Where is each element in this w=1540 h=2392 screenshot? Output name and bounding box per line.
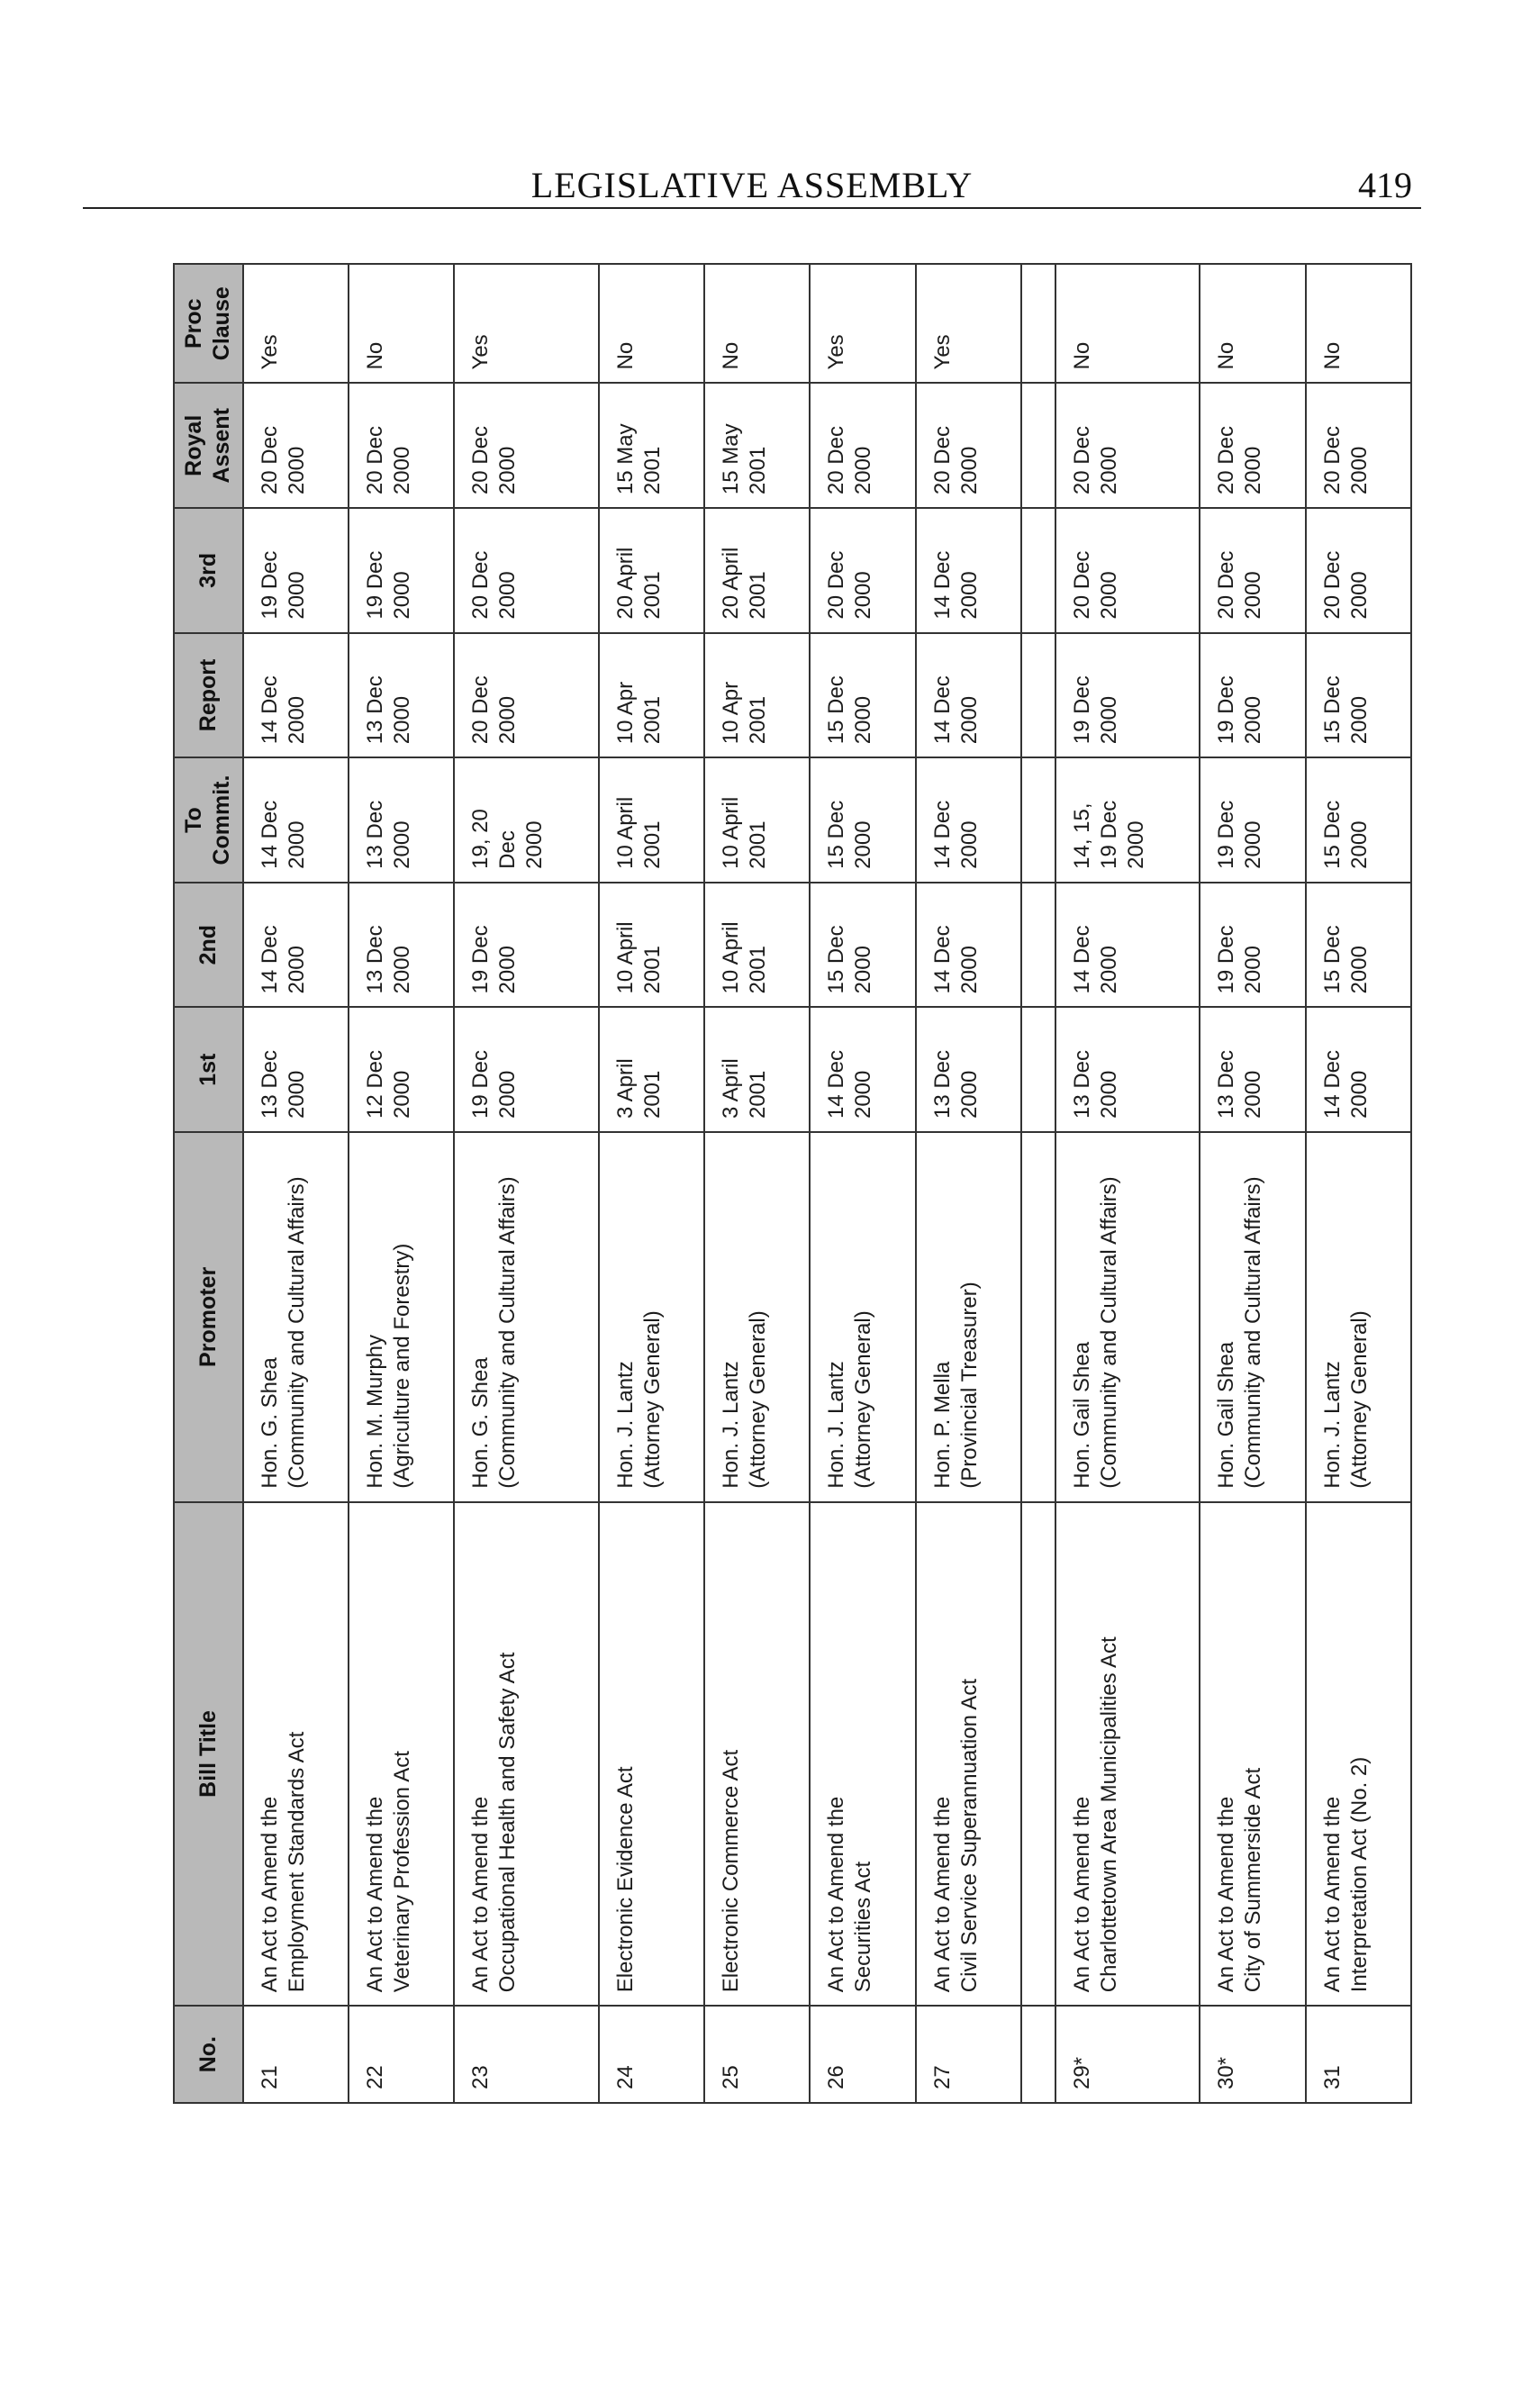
column-header-promoter: Promoter bbox=[174, 1132, 243, 1502]
cell-first: 19 Dec 2000 bbox=[454, 1007, 598, 1132]
cell-first: 14 Dec 2000 bbox=[1306, 1007, 1411, 1132]
cell-bill-title: Electronic Commerce Act bbox=[704, 1502, 810, 2007]
cell-royal-assent: 20 Dec 2000 bbox=[243, 383, 349, 508]
cell-royal-assent: 15 May 2001 bbox=[704, 383, 810, 508]
cell-proc-clause: Yes bbox=[810, 264, 915, 383]
empty-cell bbox=[1021, 1132, 1055, 1502]
cell-promoter: Hon. G. Shea (Community and Cultural Affairs) bbox=[243, 1132, 349, 1502]
cell-bill-title: An Act to Amend the Interpretation Act (No. 2) bbox=[1306, 1502, 1411, 2007]
table-row bbox=[243, 264, 349, 2103]
cell-third: 20 April 2001 bbox=[704, 508, 810, 633]
cell-no: 23 bbox=[454, 2006, 598, 2103]
empty-cell bbox=[1021, 633, 1055, 758]
cell-bill-title: An Act to Amend the Employment Standards Act bbox=[243, 1502, 349, 2007]
cell-proc-clause: No bbox=[704, 264, 810, 383]
empty-cell bbox=[1021, 757, 1055, 883]
cell-to-commit: 19, 20 Dec 2000 bbox=[454, 757, 598, 883]
cell-second: 10 April 2001 bbox=[704, 883, 810, 1008]
table-row bbox=[810, 264, 915, 2103]
cell-to-commit: 13 Dec 2000 bbox=[349, 757, 454, 883]
cell-bill-title: An Act to Amend the Charlottetown Area Municipalities Act bbox=[1055, 1502, 1200, 2007]
cell-second: 10 April 2001 bbox=[599, 883, 704, 1008]
cell-royal-assent: 20 Dec 2000 bbox=[454, 383, 598, 508]
cell-report: 10 Apr 2001 bbox=[704, 633, 810, 758]
cell-second: 14 Dec 2000 bbox=[1055, 883, 1200, 1008]
cell-to-commit: 14 Dec 2000 bbox=[916, 757, 1021, 883]
cell-bill-title: An Act to Amend the Occupational Health and Safety Act bbox=[454, 1502, 598, 2007]
table-row bbox=[454, 264, 598, 2103]
cell-third: 19 Dec 2000 bbox=[349, 508, 454, 633]
cell-promoter: Hon. J. Lantz (Attorney General) bbox=[810, 1132, 915, 1502]
cell-to-commit: 14 Dec 2000 bbox=[243, 757, 349, 883]
cell-bill-title: An Act to Amend the Civil Service Superannuation Act bbox=[916, 1502, 1021, 2007]
cell-promoter: Hon. M. Murphy (Agriculture and Forestry) bbox=[349, 1132, 454, 1502]
cell-royal-assent: 20 Dec 2000 bbox=[349, 383, 454, 508]
empty-cell bbox=[1021, 883, 1055, 1008]
cell-proc-clause: No bbox=[349, 264, 454, 383]
cell-no: 26 bbox=[810, 2006, 915, 2103]
cell-third: 20 April 2001 bbox=[599, 508, 704, 633]
cell-bill-title: An Act to Amend the Veterinary Profession Act bbox=[349, 1502, 454, 2007]
cell-report: 13 Dec 2000 bbox=[349, 633, 454, 758]
cell-first: 13 Dec 2000 bbox=[916, 1007, 1021, 1132]
cell-no: 21 bbox=[243, 2006, 349, 2103]
cell-report: 14 Dec 2000 bbox=[243, 633, 349, 758]
cell-promoter: Hon. G. Shea (Community and Cultural Affairs) bbox=[454, 1132, 598, 1502]
empty-cell bbox=[1021, 264, 1055, 383]
column-header-report: Report bbox=[174, 633, 243, 758]
table-row bbox=[1306, 264, 1411, 2103]
cell-proc-clause: No bbox=[1055, 264, 1200, 383]
bills-table bbox=[173, 263, 1412, 2104]
cell-first: 3 April 2001 bbox=[704, 1007, 810, 1132]
column-header-proc-clause: Proc Clause bbox=[174, 264, 243, 383]
cell-third: 20 Dec 2000 bbox=[1055, 508, 1200, 633]
cell-proc-clause: Yes bbox=[916, 264, 1021, 383]
table-row bbox=[349, 264, 454, 2103]
table-row bbox=[599, 264, 704, 2103]
cell-proc-clause: No bbox=[599, 264, 704, 383]
empty-cell bbox=[1021, 383, 1055, 508]
column-header-third: 3rd bbox=[174, 508, 243, 633]
cell-report: 10 Apr 2001 bbox=[599, 633, 704, 758]
cell-to-commit: 10 April 2001 bbox=[599, 757, 704, 883]
column-header-bill-title: Bill Title bbox=[174, 1502, 243, 2007]
cell-second: 19 Dec 2000 bbox=[454, 883, 598, 1008]
table-row bbox=[916, 264, 1021, 2103]
column-header-second: 2nd bbox=[174, 883, 243, 1008]
cell-report: 19 Dec 2000 bbox=[1055, 633, 1200, 758]
column-header-first: 1st bbox=[174, 1007, 243, 1132]
cell-third: 20 Dec 2000 bbox=[1200, 508, 1305, 633]
cell-first: 3 April 2001 bbox=[599, 1007, 704, 1132]
cell-first: 12 Dec 2000 bbox=[349, 1007, 454, 1132]
cell-second: 19 Dec 2000 bbox=[1200, 883, 1305, 1008]
cell-to-commit: 10 April 2001 bbox=[704, 757, 810, 883]
table-header bbox=[174, 264, 243, 2103]
cell-third: 20 Dec 2000 bbox=[454, 508, 598, 633]
cell-royal-assent: 20 Dec 2000 bbox=[1306, 383, 1411, 508]
cell-to-commit: 19 Dec 2000 bbox=[1200, 757, 1305, 883]
cell-promoter: Hon. Gail Shea (Community and Cultural Affairs) bbox=[1055, 1132, 1200, 1502]
cell-first: 13 Dec 2000 bbox=[243, 1007, 349, 1132]
table-row bbox=[704, 264, 810, 2103]
cell-bill-title: Electronic Evidence Act bbox=[599, 1502, 704, 2007]
cell-second: 14 Dec 2000 bbox=[243, 883, 349, 1008]
cell-first: 14 Dec 2000 bbox=[810, 1007, 915, 1132]
cell-first: 13 Dec 2000 bbox=[1055, 1007, 1200, 1132]
cell-to-commit: 14, 15, 19 Dec 2000 bbox=[1055, 757, 1200, 883]
column-header-royal-assent: Royal Assent bbox=[174, 383, 243, 508]
cell-bill-title: An Act to Amend the Securities Act bbox=[810, 1502, 915, 2007]
bills-table-frame bbox=[173, 263, 1412, 2104]
cell-third: 19 Dec 2000 bbox=[243, 508, 349, 633]
cell-third: 20 Dec 2000 bbox=[1306, 508, 1411, 633]
empty-cell bbox=[1021, 1007, 1055, 1132]
cell-report: 14 Dec 2000 bbox=[916, 633, 1021, 758]
empty-cell bbox=[1021, 508, 1055, 633]
cell-royal-assent: 20 Dec 2000 bbox=[1055, 383, 1200, 508]
cell-no: 31 bbox=[1306, 2006, 1411, 2103]
cell-royal-assent: 20 Dec 2000 bbox=[916, 383, 1021, 508]
cell-promoter: Hon. J. Lantz (Attorney General) bbox=[1306, 1132, 1411, 1502]
cell-bill-title: An Act to Amend the City of Summerside Act bbox=[1200, 1502, 1305, 2007]
cell-report: 19 Dec 2000 bbox=[1200, 633, 1305, 758]
cell-promoter: Hon. P. Mella (Provincial Treasurer) bbox=[916, 1132, 1021, 1502]
table-row bbox=[1200, 264, 1305, 2103]
cell-no: 30* bbox=[1200, 2006, 1305, 2103]
cell-proc-clause: Yes bbox=[243, 264, 349, 383]
column-header-to-commit: To Commit. bbox=[174, 757, 243, 883]
cell-third: 14 Dec 2000 bbox=[916, 508, 1021, 633]
running-title: LEGISLATIVE ASSEMBLY bbox=[530, 165, 974, 205]
cell-no: 29* bbox=[1055, 2006, 1200, 2103]
cell-promoter: Hon. J. Lantz (Attorney General) bbox=[704, 1132, 810, 1502]
cell-promoter: Hon. J. Lantz (Attorney General) bbox=[599, 1132, 704, 1502]
empty-separator-row bbox=[1021, 264, 1055, 2103]
cell-first: 13 Dec 2000 bbox=[1200, 1007, 1305, 1132]
cell-promoter: Hon. Gail Shea (Community and Cultural Affairs) bbox=[1200, 1132, 1305, 1502]
cell-to-commit: 15 Dec 2000 bbox=[810, 757, 915, 883]
cell-no: 24 bbox=[599, 2006, 704, 2103]
cell-second: 14 Dec 2000 bbox=[916, 883, 1021, 1008]
cell-second: 15 Dec 2000 bbox=[810, 883, 915, 1008]
table-row bbox=[1055, 264, 1200, 2103]
cell-proc-clause: Yes bbox=[454, 264, 598, 383]
cell-no: 27 bbox=[916, 2006, 1021, 2103]
cell-no: 22 bbox=[349, 2006, 454, 2103]
empty-cell bbox=[1021, 2006, 1055, 2103]
column-header-no: No. bbox=[174, 2006, 243, 2103]
page-number: 419 bbox=[1358, 165, 1412, 205]
empty-cell bbox=[1021, 1502, 1055, 2007]
cell-royal-assent: 20 Dec 2000 bbox=[810, 383, 915, 508]
cell-royal-assent: 20 Dec 2000 bbox=[1200, 383, 1305, 508]
cell-second: 13 Dec 2000 bbox=[349, 883, 454, 1008]
cell-report: 15 Dec 2000 bbox=[1306, 633, 1411, 758]
cell-royal-assent: 15 May 2001 bbox=[599, 383, 704, 508]
cell-third: 20 Dec 2000 bbox=[810, 508, 915, 633]
cell-proc-clause: No bbox=[1200, 264, 1305, 383]
cell-report: 15 Dec 2000 bbox=[810, 633, 915, 758]
cell-second: 15 Dec 2000 bbox=[1306, 883, 1411, 1008]
cell-no: 25 bbox=[704, 2006, 810, 2103]
page-header bbox=[83, 160, 1421, 209]
cell-to-commit: 15 Dec 2000 bbox=[1306, 757, 1411, 883]
bills-table-rotated bbox=[173, 263, 1412, 2104]
cell-report: 20 Dec 2000 bbox=[454, 633, 598, 758]
cell-proc-clause: No bbox=[1306, 264, 1411, 383]
